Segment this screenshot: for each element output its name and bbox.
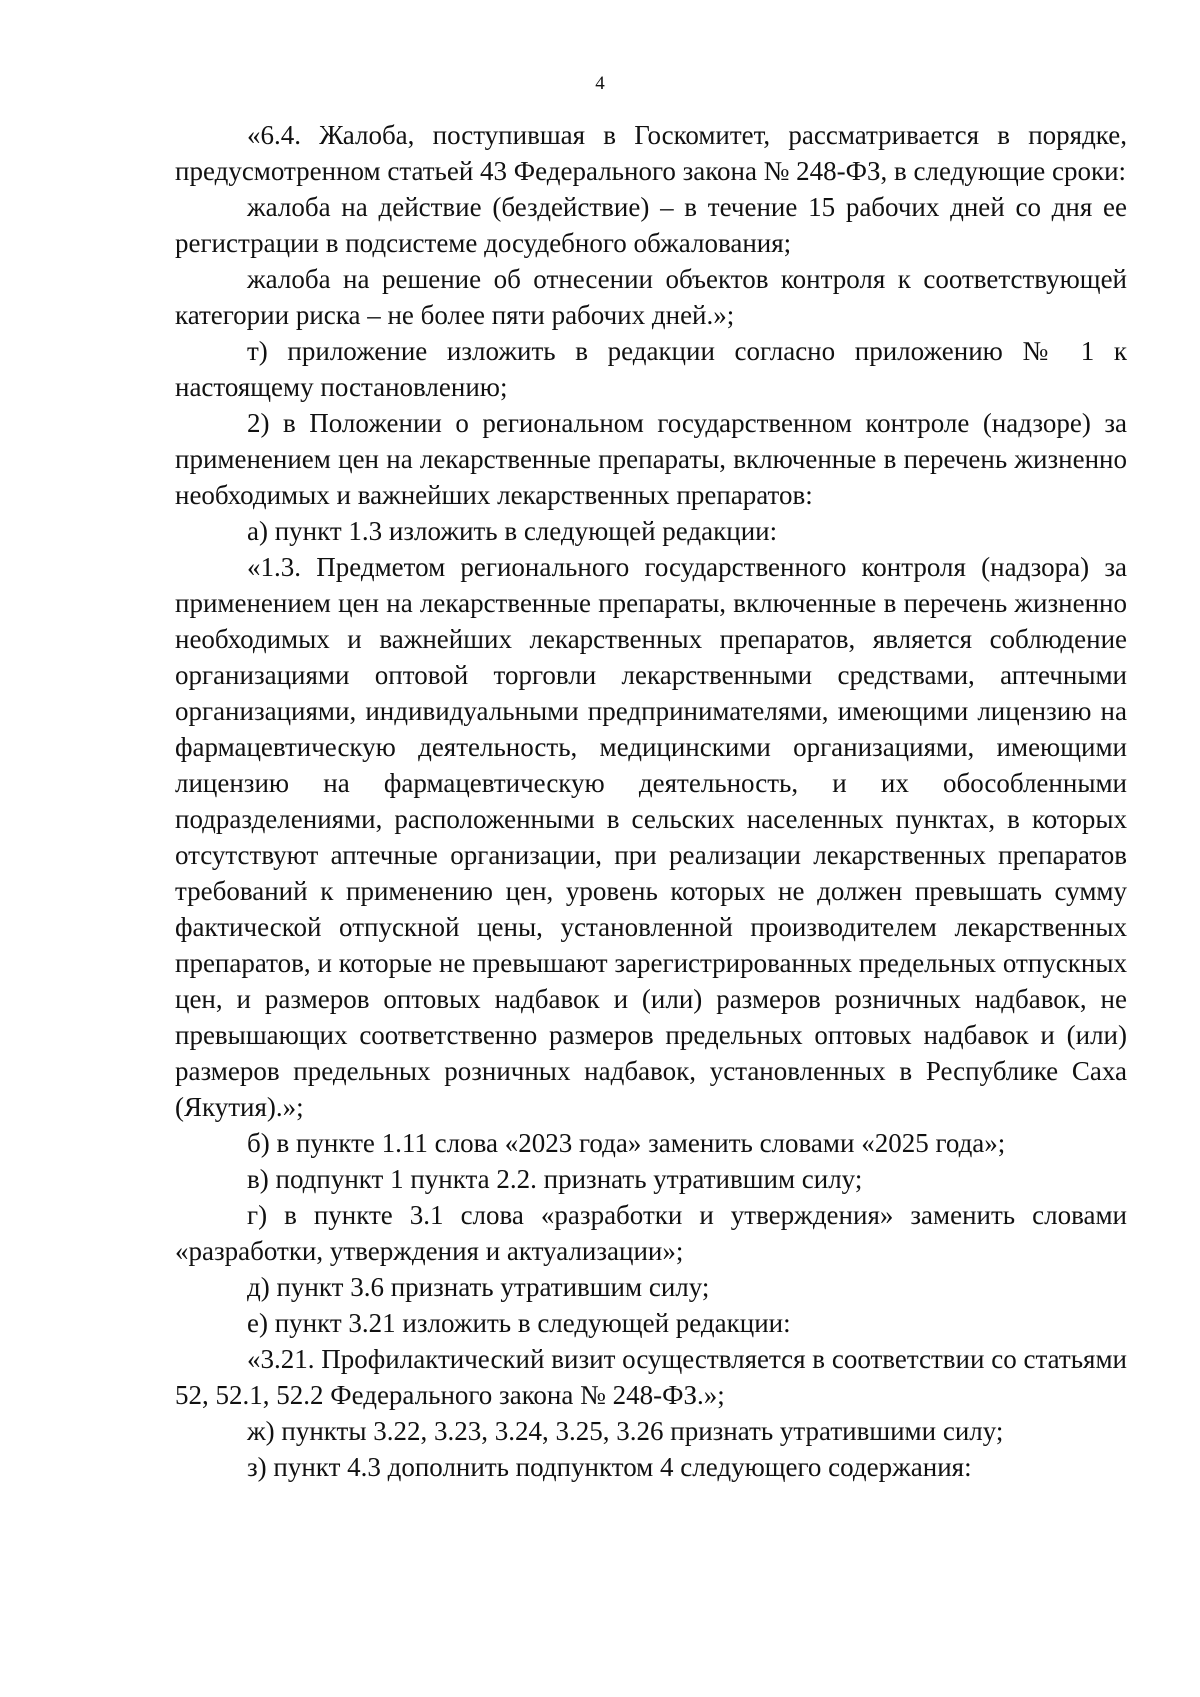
page-number: 4 [595, 73, 605, 94]
paragraph-1-3-subject: «1.3. Предметом регионального государственного контроля (надзора) за применением цен на лекарственные препараты, включенные в перечень жизненно необходимых и важнейших лекарственных препаратов, является соблюдение организациями оптовой торговли лекарственными средствами, аптечными организациями, индивидуальными предпринимателями, имеющими лицензию на фармацевтическую деятельность, медицинскими организациями, имеющими лицензию на фармацевтическую деятельность, и их обособленными подразделениями, расположенными в сельских населенных пунктах, в которых отсутствуют аптечные организации, при реализации лекарственных препаратов требований к применению цен, уровень которых не должен превышать сумму фактической отпускной цены, установленной производителем лекарственных препаратов, и которые не превышают зарегистрированных предельных отпускных цен, и размеров оптовых надбавок и (или) размеров розничных надбавок, не превышающих соответственно размеров предельных оптовых надбавок и (или) размеров предельных розничных надбавок, установленных в Республике Саха (Якутия).»; [175, 552, 1127, 1122]
paragraph-item-e: е) пункт 3.21 изложить в следующей редакции: [247, 1308, 791, 1338]
paragraph-item-v: в) подпункт 1 пункта 2.2. признать утратившим силу; [247, 1164, 863, 1194]
paragraph-item-g: г) в пункте 3.1 слова «разработки и утверждения» заменить словами «разработки, утверждения и актуализации»; [175, 1200, 1127, 1266]
paragraph-complaint-action: жалоба на действие (бездействие) – в течение 15 рабочих дней со дня ее регистрации в подсистеме досудебного обжалования; [175, 192, 1127, 258]
paragraph-item-z: з) пункт 4.3 дополнить подпунктом 4 следующего содержания: [247, 1452, 972, 1482]
paragraph-3-21-visit: «3.21. Профилактический визит осуществляется в соответствии со статьями 52, 52.1, 52.2 Федерального закона № 248-ФЗ.»; [175, 1344, 1127, 1410]
paragraph-item-b: б) в пункте 1.11 слова «2023 года» заменить словами «2025 года»; [247, 1128, 1006, 1158]
paragraph-item-2: 2) в Положении о региональном государственном контроле (надзоре) за применением цен на лекарственные препараты, включенные в перечень жизненно необходимых и важнейших лекарственных препаратов: [175, 408, 1127, 510]
document-body [175, 117, 1127, 1485]
paragraph-item-a: а) пункт 1.3 изложить в следующей редакции: [247, 516, 778, 546]
paragraph-item-zh: ж) пункты 3.22, 3.23, 3.24, 3.25, 3.26 признать утратившими силу; [247, 1416, 1004, 1446]
paragraph-6-4-complaint: «6.4. Жалоба, поступившая в Госкомитет, рассматривается в порядке, предусмотренном статьей 43 Федерального закона № 248-ФЗ, в следующие сроки: [175, 120, 1127, 186]
paragraph-complaint-risk: жалоба на решение об отнесении объектов контроля к соответствующей категории риска – не более пяти рабочих дней.»; [175, 264, 1127, 330]
paragraph-item-d: д) пункт 3.6 признать утратившим силу; [247, 1272, 710, 1302]
paragraph-item-t: т) приложение изложить в редакции согласно приложению № 1 к настоящему постановлению; [175, 336, 1127, 402]
